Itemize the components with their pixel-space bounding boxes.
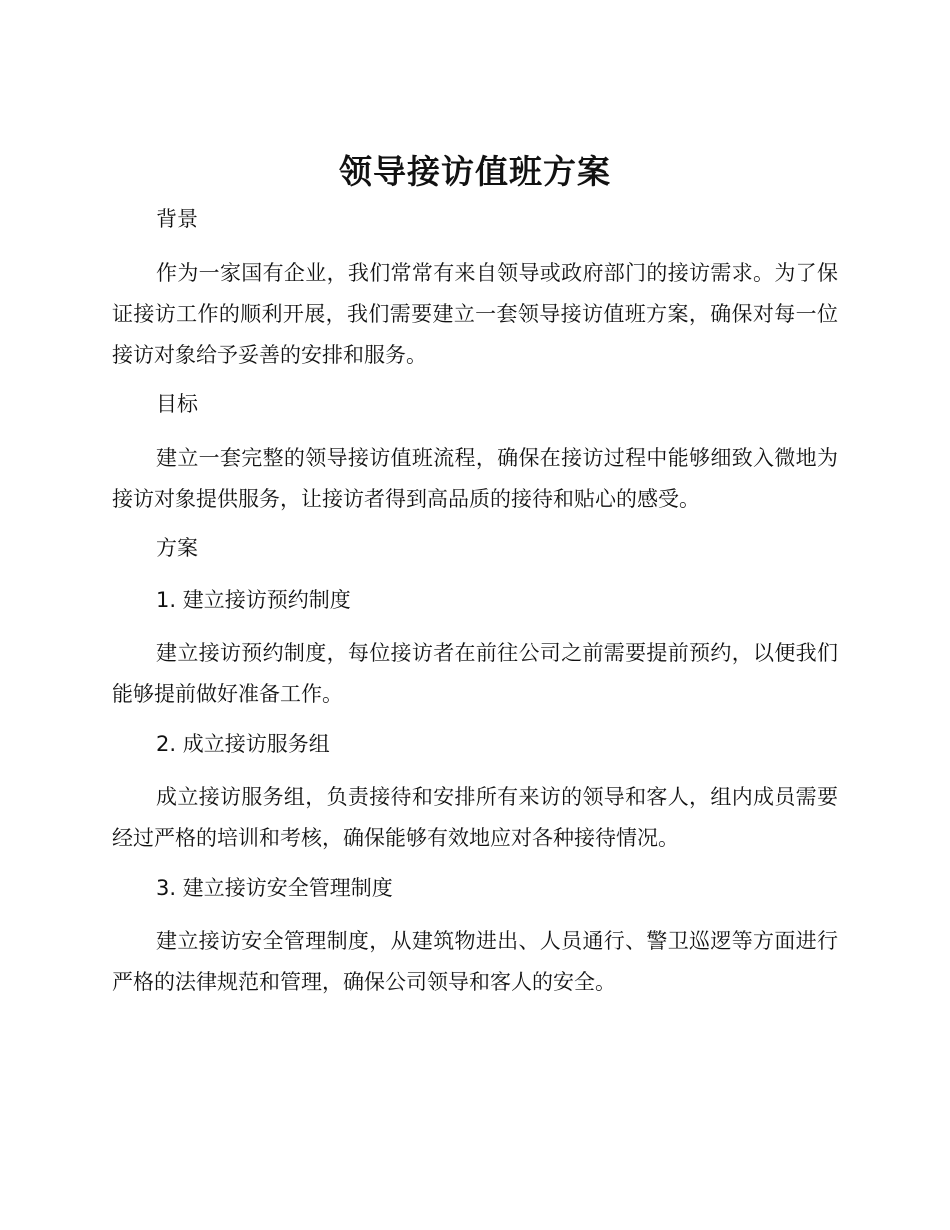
plan-item-paragraph-2: 成立接访服务组，负责接待和安排所有来访的领导和客人，组内成员需要经过严格的培训和考核，确保能够有效地应对各种接待情况。 <box>112 785 838 850</box>
plan-item-heading-1: 1. 建立接访预约制度 <box>156 588 351 612</box>
section-heading-plan: 方案 <box>156 536 198 560</box>
paragraph-goal: 建立一套完整的领导接访值班流程，确保在接访过程中能够细致入微地为接访对象提供服务，让接访者得到高品质的接待和贴心的感受。 <box>112 446 838 511</box>
plan-item-heading-2: 2. 成立接访服务组 <box>156 732 330 756</box>
section-heading-background: 背景 <box>156 207 198 231</box>
plan-item-heading-3: 3. 建立接访安全管理制度 <box>156 876 393 900</box>
plan-item-paragraph-1: 建立接访预约制度，每位接访者在前往公司之前需要提前预约，以便我们能够提前做好准备工作。 <box>112 641 838 706</box>
plan-item-paragraph-3: 建立接访安全管理制度，从建筑物进出、人员通行、警卫巡逻等方面进行严格的法律规范和管理，确保公司领导和客人的安全。 <box>112 929 838 994</box>
paragraph-background: 作为一家国有企业，我们常常有来自领导或政府部门的接访需求。为了保证接访工作的顺利开展，我们需要建立一套领导接访值班方案，确保对每一位接访对象给予妥善的安排和服务。 <box>112 261 838 367</box>
section-heading-goal: 目标 <box>156 392 198 416</box>
document-title: 领导接访值班方案 <box>339 152 611 191</box>
